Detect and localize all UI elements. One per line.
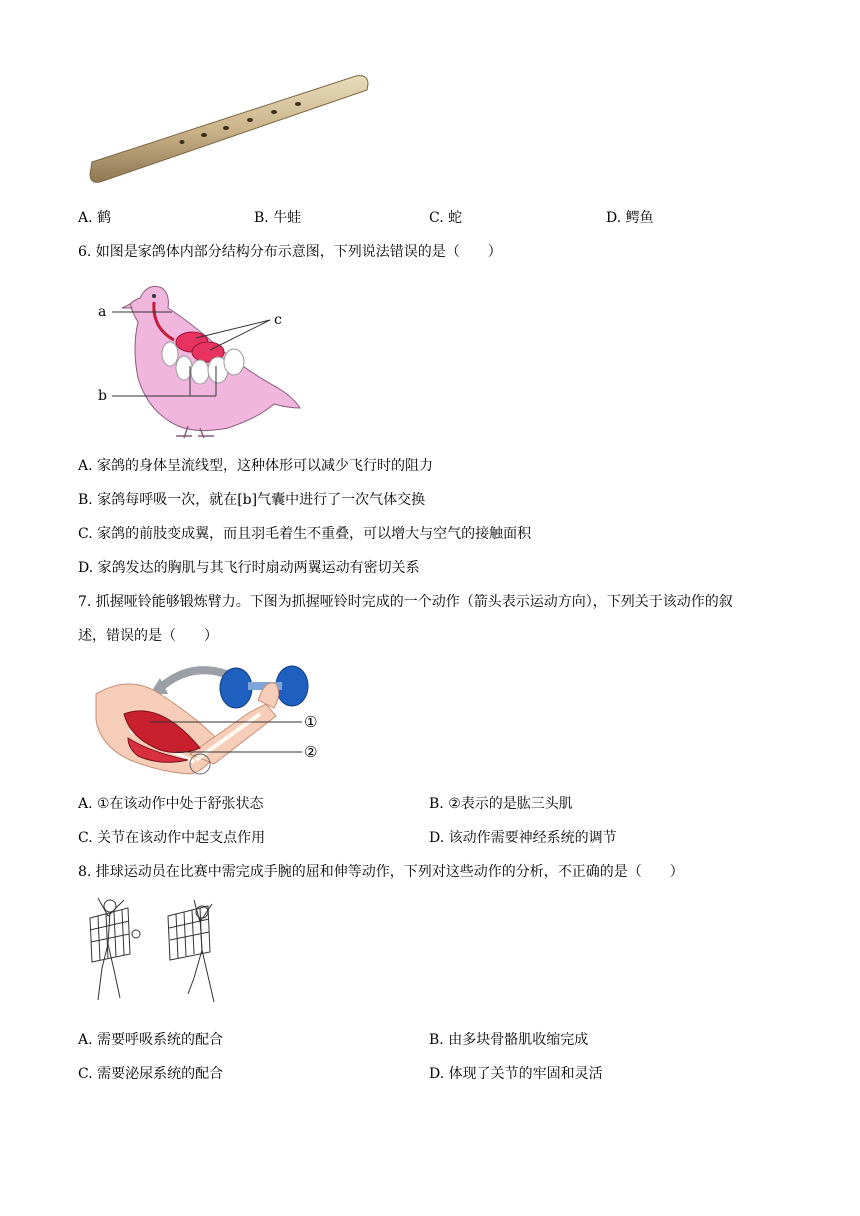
- pigeon-diagram: [88, 278, 308, 438]
- q7-option-d: D. 该动作需要神经系统的调节: [429, 830, 617, 846]
- q6-stem: 6. 如图是家鸽体内部分结构分布示意图，下列说法错误的是（ ）: [78, 244, 502, 260]
- label-c: c: [274, 312, 282, 328]
- label-b: b: [98, 388, 107, 404]
- q7-option-c: C. 关节在该动作中起支点作用: [78, 830, 266, 846]
- q8-option-b: B. 由多块骨骼肌收缩完成: [429, 1032, 589, 1048]
- arm-dumbbell-diagram: [90, 660, 330, 782]
- q8-option-d: D. 体现了关节的牢固和灵活: [429, 1066, 603, 1082]
- q6-option-b: B. 家鸽每呼吸一次，就在[b]气囊中进行了一次气体交换: [78, 492, 426, 508]
- q6-option-d: D. 家鸽发达的胸肌与其飞行时扇动两翼运动有密切关系: [78, 560, 420, 576]
- q5-option-a: A. 鹤: [78, 210, 112, 226]
- label-1: ①: [304, 713, 318, 731]
- q7-stem-line1: 7. 抓握哑铃能够锻炼臂力。下图为抓握哑铃时完成的一个动作（箭头表示运动方向），下列关于该动作的叙: [78, 594, 733, 610]
- q5-option-c: C. 蛇: [429, 210, 463, 226]
- label-2: ②: [304, 743, 318, 761]
- q8-option-a: A. 需要呼吸系统的配合: [78, 1032, 224, 1048]
- volleyball-players-image: [84, 894, 234, 1018]
- q6-option-a: A. 家鸽的身体呈流线型，这种体形可以减少飞行时的阻力: [78, 458, 434, 474]
- label-a: a: [98, 304, 107, 320]
- q7-stem-line2: 述，错误的是（ ）: [78, 628, 218, 644]
- bone-flute-image: [88, 70, 373, 188]
- q8-stem: 8. 排球运动员在比赛中需完成手腕的屈和伸等动作，下列对这些动作的分析，不正确的是（ ）: [78, 864, 684, 880]
- q8-option-c: C. 需要泌尿系统的配合: [78, 1066, 224, 1082]
- q6-option-c: C. 家鸽的前肢变成翼，而且羽毛着生不重叠，可以增大与空气的接触面积: [78, 526, 532, 542]
- q7-option-b: B. ②表示的是肱三头肌: [429, 796, 573, 812]
- q5-option-d: D. 鳄鱼: [606, 210, 654, 226]
- q5-option-b: B. 牛蛙: [254, 210, 302, 226]
- q7-option-a: A. ①在该动作中处于舒张状态: [78, 796, 264, 812]
